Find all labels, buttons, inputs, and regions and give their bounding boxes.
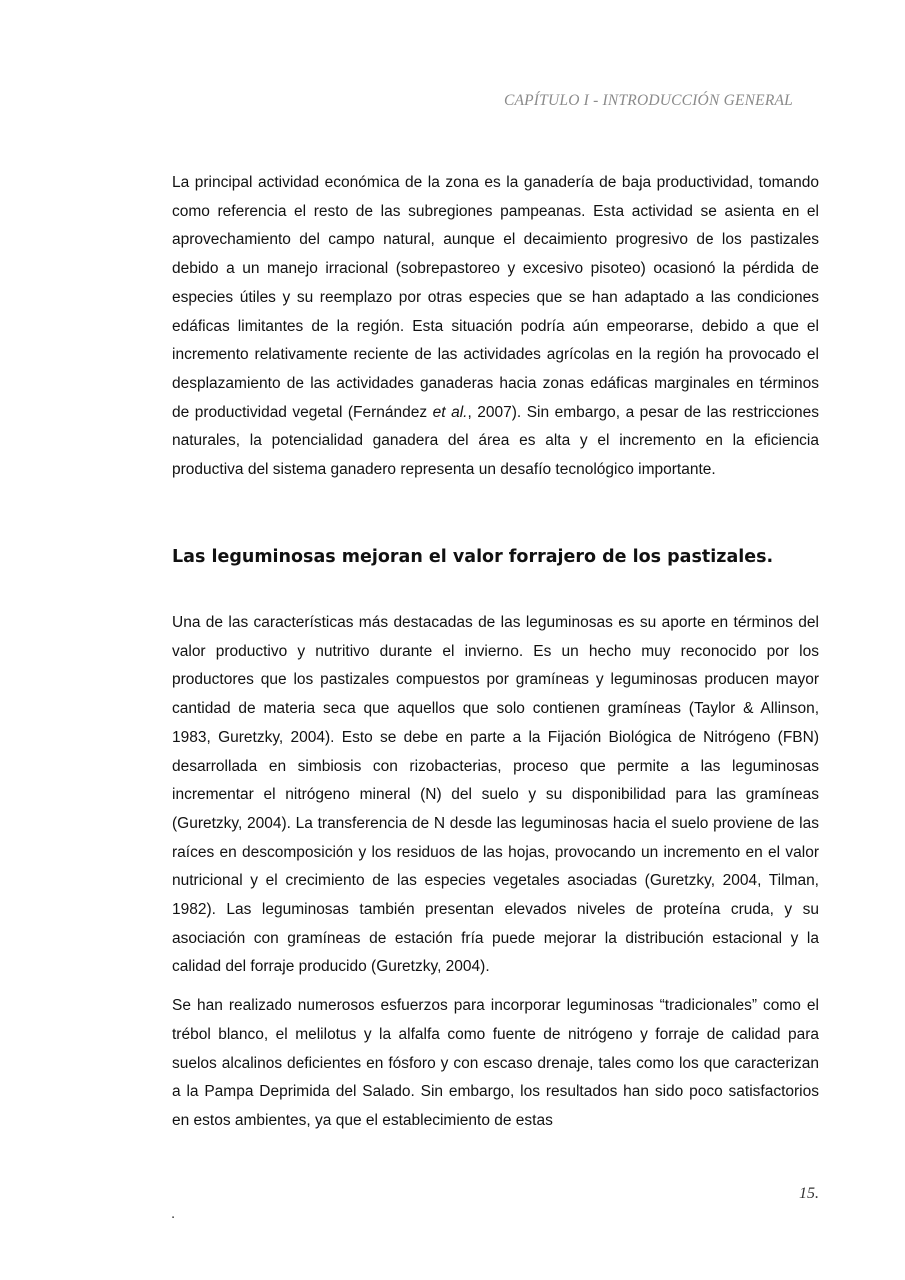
- body-paragraph: Una de las características más destacadas de las leguminosas es su aporte en términos del valor productivo y nutritivo durante el invierno. Es un hecho muy reconocido por los productores que los pastizales compuestos por gramíneas y leguminosas producen mayor cantidad de materia seca que aquellos que solo contienen gramíneas (Taylor & Allinson, 1983, Guretzky, 2004). Esto se debe en parte a la Fijación Biológica de Nitrógeno (FBN) desarrollada en simbiosis con rizobacterias, proceso que permite a las leguminosas incrementar el nitrógeno mineral (N) del suelo y su disponibilidad para las gramíneas (Guretzky, 2004). La transferencia de N desde las leguminosas hacia el suelo proviene de las raíces en descomposición y los residuos de las hojas, provocando un incremento en el valor nutricional y el crecimiento de las especies vegetales asociadas (Guretzky, 2004, Tilman, 1982). Las leguminosas también presentan elevados niveles de proteína cruda, y su asociación con gramíneas de estación fría puede mejorar la distribución estacional y la calidad del forraje producido (Guretzky, 2004).: [172, 614, 819, 976]
- section-intro: [172, 169, 819, 485]
- chapter-header: CAPÍTULO I - INTRODUCCIÓN GENERAL: [503, 92, 793, 109]
- paragraph-text: La principal actividad económica de la zona es la ganadería de baja productividad, tomando como referencia el resto de las subregiones pampeanas. Esta actividad se asienta en el aprovechamiento del campo natural, aunque el decaimiento progresivo de los pastizales debido a un manejo irracional (sobrepastoreo y excesivo pisoteo) ocasionó la pérdida de especies útiles y su reemplazo por otras especies que se han adaptado a las condiciones edáficas limitantes de la región. Esta situación podría aún empeorarse, debido a que el incremento relativamente reciente de las actividades agrícolas en la región ha provocado el desplazamiento de las actividades ganaderas hacia zonas edáficas marginales en términos de productividad vegetal (Fernández: [172, 174, 819, 421]
- citation-italic: et al.: [432, 403, 468, 421]
- section-heading: Las leguminosas mejoran el valor forrajero de los pastizales.: [172, 547, 774, 567]
- page-number: 15.: [799, 1185, 819, 1202]
- paragraph-text: , 2007). Sin embargo, a pesar de las restricciones naturales, la potencialidad ganadera del área es alta y el incremento en la eficiencia productiva del sistema ganadero representa un desafío tecnológico importante.: [172, 403, 819, 479]
- section-leguminosas: [172, 609, 819, 1136]
- footer-dot: .: [171, 1205, 176, 1222]
- body-paragraph: [172, 169, 819, 485]
- body-paragraph: Se han realizado numerosos esfuerzos para incorporar leguminosas “tradicionales” como el trébol blanco, el melilotus y la alfalfa como fuente de nitrógeno y forraje de calidad para suelos alcalinos deficientes en fósforo y con escaso drenaje, tales como los que caracterizan a la Pampa Deprimida del Salado. Sin embargo, los resultados han sido poco satisfactorios en estos ambientes, ya que el establecimiento de estas: [172, 997, 819, 1129]
